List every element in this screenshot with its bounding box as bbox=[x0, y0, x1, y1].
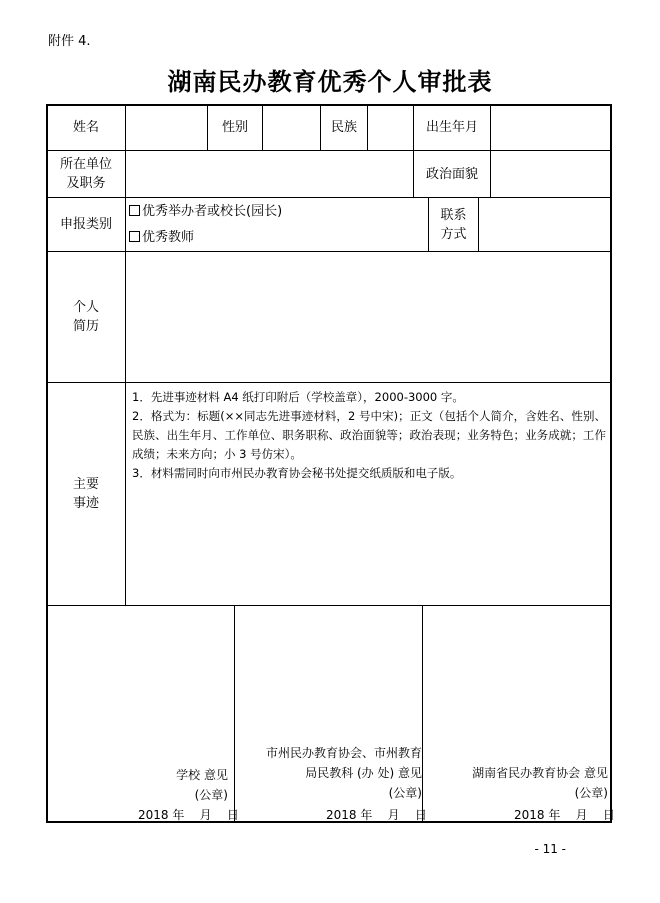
school-seal: (公章) bbox=[194, 788, 228, 802]
col-divider bbox=[422, 605, 423, 822]
contact-label bbox=[429, 198, 478, 251]
province-opinion-label: 湖南省民办教育协会 意见 bbox=[472, 766, 608, 780]
row-divider bbox=[46, 605, 612, 606]
attachment-label: 附件 4. bbox=[48, 34, 91, 49]
province-opinion bbox=[472, 763, 608, 803]
option-teacher-label: 优秀教师 bbox=[142, 230, 195, 245]
birth-field[interactable] bbox=[491, 105, 610, 150]
resume-label bbox=[47, 252, 125, 382]
resume-field[interactable] bbox=[126, 252, 610, 382]
contact-field[interactable] bbox=[479, 198, 610, 251]
gender-label: 性别 bbox=[221, 120, 248, 135]
checkbox-icon[interactable] bbox=[129, 231, 140, 242]
unit-label bbox=[47, 151, 125, 197]
resume-label-line2: 简历 bbox=[72, 319, 99, 334]
city-opinion bbox=[266, 743, 422, 803]
deeds-label-line1: 主要 bbox=[72, 477, 99, 492]
table-border-right bbox=[610, 104, 612, 823]
option-principal-label: 优秀举办者或校长(园长) bbox=[142, 204, 283, 219]
unit-label-line1: 所在单位 bbox=[59, 157, 112, 172]
unit-field[interactable] bbox=[126, 151, 413, 197]
note-item: 3．材料需同时向市州民办教育协会秘书处提交纸质版和电子版。 bbox=[132, 466, 462, 480]
ethnicity-label: 民族 bbox=[330, 120, 357, 135]
form-title: 湖南民办教育优秀个人审批表 bbox=[167, 67, 493, 96]
deeds-label-line2: 事迹 bbox=[72, 496, 99, 511]
city-date: 2018 年 月 日 bbox=[326, 808, 427, 822]
page-number: - 11 - bbox=[534, 842, 566, 856]
school-opinion-label: 学校 意见 bbox=[176, 768, 228, 782]
note-item: 2．格式为：标题(××同志先进事迹材料，2 号中宋)；正文（包括个人简介，含姓名、性别、民族、出生年月、工作单位、职务职称、政治面貌等；政治表现；业务特色；业务成就；工作成绩；未来方向；小 3 号仿宋）。 bbox=[132, 409, 606, 461]
option-principal[interactable] bbox=[129, 202, 282, 221]
school-opinion bbox=[176, 765, 228, 805]
checkbox-icon[interactable] bbox=[129, 205, 140, 216]
unit-label-line2: 及职务 bbox=[66, 176, 106, 191]
city-opinion-line1: 市州民办教育协会、市州教育 bbox=[265, 746, 422, 760]
ethnicity-field[interactable] bbox=[368, 105, 413, 150]
political-field[interactable] bbox=[491, 151, 610, 197]
school-date: 2018 年 月 日 bbox=[138, 808, 239, 822]
city-seal: (公章) bbox=[388, 786, 422, 800]
political-label: 政治面貌 bbox=[425, 166, 478, 182]
city-opinion-line2: 局民教科 (办 处) 意见 bbox=[305, 766, 422, 780]
name-field[interactable] bbox=[126, 105, 207, 150]
row-divider bbox=[46, 382, 612, 383]
birth-label: 出生年月 bbox=[425, 120, 478, 135]
province-date: 2018 年 月 日 bbox=[514, 808, 615, 822]
province-seal: (公章) bbox=[574, 786, 608, 800]
option-teacher[interactable] bbox=[129, 228, 194, 247]
category-label: 申报类别 bbox=[59, 217, 112, 232]
gender-field[interactable] bbox=[263, 105, 320, 150]
resume-label-line1: 个人 bbox=[72, 300, 99, 315]
deeds-notes bbox=[132, 388, 606, 483]
note-item: 1．先进事迹材料 A4 纸打印附后（学校盖章），2000-3000 字。 bbox=[132, 390, 464, 404]
col-divider bbox=[234, 605, 235, 822]
contact-label-line2: 方式 bbox=[440, 226, 467, 242]
deeds-label bbox=[47, 383, 125, 605]
contact-label-line1: 联系 bbox=[440, 207, 467, 223]
name-label: 姓名 bbox=[72, 120, 99, 135]
